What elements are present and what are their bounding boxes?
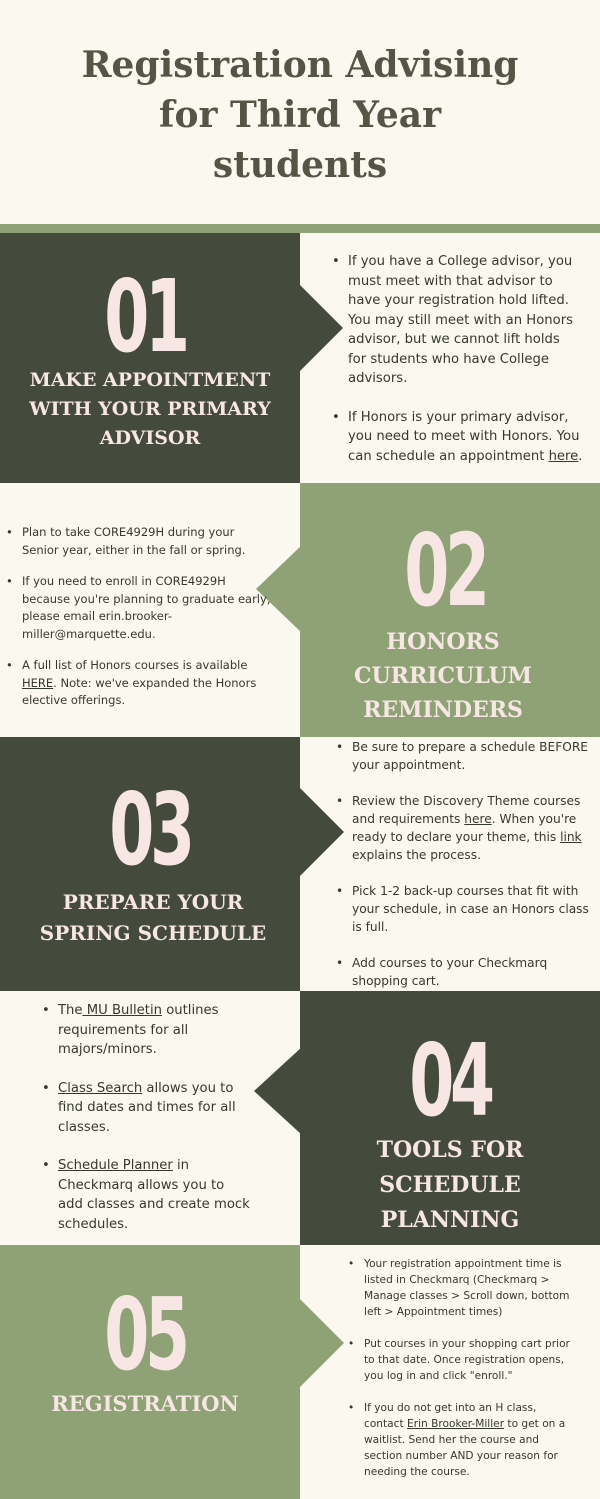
section-5-list xyxy=(348,1256,598,1480)
list-item: • The MU Bulletin outlines requirements for all majors/minors. xyxy=(42,1001,292,1060)
list-item: • Class Search allows you to find dates and times for all classes. xyxy=(42,1079,292,1138)
section-3-list xyxy=(336,738,598,990)
class-search-link[interactable]: Class Search xyxy=(58,1080,143,1096)
section-1-list xyxy=(332,252,597,466)
list-item: • Your registration appointment time is listed in Checkmarq (Checkmarq > Manage classes > Scroll down, bottom left > Appointment times) xyxy=(348,1256,598,1320)
honors-courses-link[interactable]: HERE xyxy=(22,675,54,690)
appointment-link[interactable]: here xyxy=(548,448,579,464)
list-item: • Review the Discovery Theme courses and requirements here. When you're ready to declare your theme, this link explains the process. xyxy=(336,792,598,864)
schedule-planner-link[interactable]: Schedule Planner xyxy=(58,1158,173,1173)
section-2-heading: HONORS CURRICULUM REMINDERS xyxy=(353,629,533,723)
declare-theme-link[interactable]: link xyxy=(560,830,582,844)
section-2-number: 02 xyxy=(404,512,486,629)
section-4-number: 04 xyxy=(409,1022,491,1139)
section-4-list xyxy=(42,1001,292,1234)
section-3-number: 03 xyxy=(109,771,191,888)
list-item: • A full list of Honors courses is available HERE. Note: we've expanded the Honors elective offerings. xyxy=(6,657,296,710)
list-item: • Plan to take CORE4929H during your Senior year, either in the fall or spring. xyxy=(6,524,296,559)
page-title xyxy=(0,40,600,190)
erin-contact-link[interactable]: Erin Brooker-Miller xyxy=(407,1418,505,1430)
list-item: • Schedule Planner in Checkmarq allows you to add classes and create mock schedules. xyxy=(42,1156,292,1234)
section-5-arrow xyxy=(298,1297,344,1389)
section-3-heading: PREPARE YOUR SPRING SCHEDULE xyxy=(39,890,267,945)
divider-bar xyxy=(0,224,600,233)
section-1-heading: MAKE APPOINTMENT WITH YOUR PRIMARY ADVISOR xyxy=(29,369,271,449)
list-item: • If you need to enroll in CORE4929H because you're planning to graduate early, please email erin.brooker- miller@marquette.edu. xyxy=(6,573,296,643)
title-line-2: for Third Year xyxy=(158,94,442,136)
section-2-list xyxy=(6,524,296,710)
list-item: • Be sure to prepare a schedule BEFORE your appointment. xyxy=(336,738,598,774)
section-4-heading: TOOLS FOR SCHEDULE PLANNING xyxy=(376,1137,524,1233)
discovery-theme-link[interactable]: here xyxy=(464,812,492,826)
title-line-1: Registration Advising xyxy=(81,44,519,86)
list-item: • If you have a College advisor, you must meet with that advisor to have your registration hold lifted. You may still meet with an Honors advisor, but we cannot lift holds for students who have College advisors. xyxy=(332,252,597,389)
list-item: • Add courses to your Checkmarq shopping cart. xyxy=(336,954,598,990)
section-5-number: 05 xyxy=(104,1276,186,1393)
list-item: • If Honors is your primary advisor, you need to meet with Honors. You can schedule an appointment here. xyxy=(332,408,597,467)
title-line-3: students xyxy=(212,144,388,186)
list-item: • Put courses in your shopping cart prior to that date. Once registration opens, you log in and click "enroll." xyxy=(348,1336,598,1384)
list-item: • If you do not get into an H class, contact Erin Brooker-Miller to get on a waitlist. Send her the course and section number AND your reason for needing the course. xyxy=(348,1400,598,1480)
list-item: • Pick 1-2 back-up courses that fit with your schedule, in case an Honors class is full. xyxy=(336,882,598,936)
section-5-heading: REGISTRATION xyxy=(51,1391,239,1416)
mu-bulletin-link[interactable]: MU Bulletin xyxy=(82,1003,162,1018)
section-1-number: 01 xyxy=(104,258,186,375)
